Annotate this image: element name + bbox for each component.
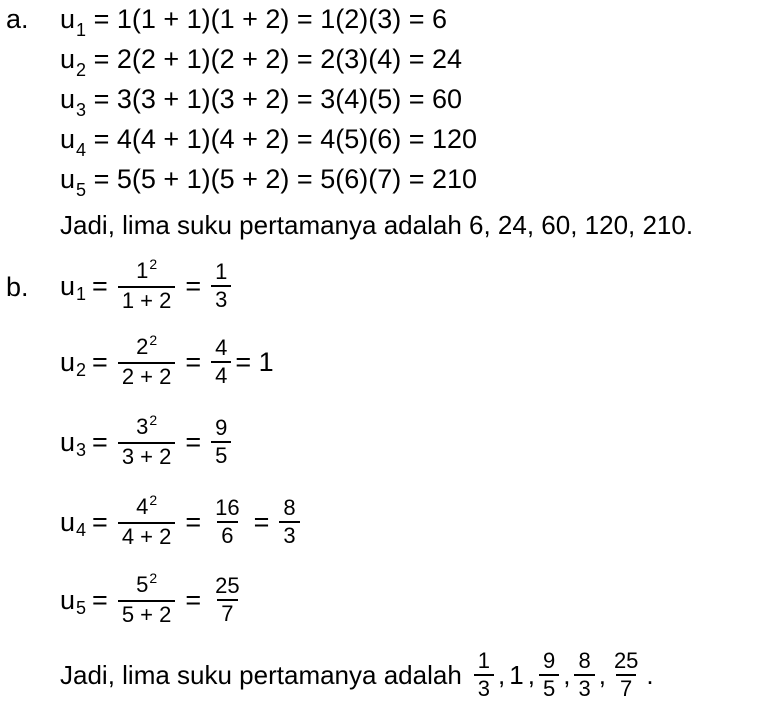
part-a-line-3	[60, 84, 463, 120]
exponent: 2	[149, 570, 158, 586]
term-index: 3	[76, 439, 87, 460]
term-variable: u	[60, 426, 76, 457]
base: 1	[136, 258, 149, 283]
fraction-numerator: 16	[215, 495, 240, 520]
fraction-denominator: 1 + 2	[118, 286, 176, 314]
conclusion-text: Jadi, lima suku pertamanya adalah	[60, 659, 462, 690]
fraction-numerator	[132, 258, 161, 286]
part-a-conclusion: Jadi, lima suku pertamanya adalah 6, 24, 60, 120, 210.	[60, 210, 694, 240]
fraction	[211, 495, 243, 549]
term-index: 2	[76, 60, 87, 80]
exponent: 2	[149, 332, 158, 348]
equals-sign: =	[92, 584, 108, 615]
fraction-denominator: 4	[211, 361, 231, 389]
term-variable: u	[60, 584, 76, 615]
base: 5	[136, 572, 149, 597]
fraction-numerator: 8	[578, 648, 591, 673]
equals-sign: =	[185, 346, 202, 377]
term-index: 5	[76, 180, 87, 200]
fraction	[211, 573, 243, 627]
term-variable: u	[60, 270, 76, 301]
fraction-denominator: 6	[217, 521, 237, 549]
equals-sign: =	[253, 506, 270, 537]
equals-sign: =	[185, 426, 202, 457]
fraction-denominator: 5	[539, 674, 559, 702]
fraction	[574, 648, 594, 702]
term-expression: = 5(5 + 1)(5 + 2) = 5(6)(7) = 210	[93, 164, 478, 194]
separator: ,	[527, 659, 535, 690]
separator: .	[646, 659, 654, 690]
term-index: 4	[76, 140, 87, 160]
fraction	[211, 259, 231, 313]
term-index: 5	[76, 597, 87, 618]
fraction	[279, 495, 299, 549]
separator: ,	[598, 659, 606, 690]
term-index: 3	[76, 100, 87, 120]
term-index: 2	[76, 359, 87, 380]
exponent: 2	[149, 256, 158, 272]
equals-sign: =	[92, 426, 108, 457]
part-a-marker: a.	[6, 4, 29, 34]
fraction-denominator: 3 + 2	[118, 442, 176, 470]
exponent: 2	[149, 492, 158, 508]
fraction-numerator	[132, 414, 161, 442]
fraction	[474, 648, 494, 702]
term-variable: u	[60, 346, 76, 377]
term-variable: u	[60, 124, 76, 154]
fraction	[118, 494, 176, 550]
base: 3	[136, 414, 149, 439]
fraction	[118, 572, 176, 628]
term-index: 1	[76, 20, 87, 40]
fraction	[118, 334, 176, 390]
fraction-denominator: 7	[616, 674, 636, 702]
fraction	[539, 648, 559, 702]
term-index: 1	[76, 283, 87, 304]
term-expression: = 4(4 + 1)(4 + 2) = 4(5)(6) = 120	[93, 124, 478, 154]
fraction-denominator: 2 + 2	[118, 362, 176, 390]
equals-sign: =	[92, 506, 108, 537]
part-a-line-4	[60, 124, 478, 160]
part-b-marker: b.	[6, 272, 29, 302]
plain-term: 1	[509, 659, 524, 690]
fraction-numerator: 9	[542, 648, 556, 673]
term-expression: = 2(2 + 1)(2 + 2) = 2(3)(4) = 24	[93, 44, 463, 74]
part-a-line-2	[60, 44, 463, 80]
term-variable: u	[60, 164, 76, 194]
part-b-line-3	[60, 414, 235, 470]
fraction-numerator	[132, 334, 161, 362]
base: 2	[136, 334, 149, 359]
exponent: 2	[149, 412, 158, 428]
fraction-numerator	[132, 494, 161, 522]
fraction-numerator: 9	[215, 415, 228, 440]
part-a-line-1	[60, 4, 447, 40]
fraction-denominator: 3	[279, 521, 299, 549]
base: 4	[136, 494, 149, 519]
fraction	[118, 258, 176, 314]
separator: ,	[563, 659, 571, 690]
part-a-line-5	[60, 164, 478, 200]
part-b-line-2	[60, 334, 274, 390]
fraction-numerator: 25	[215, 573, 240, 598]
fraction-numerator: 1	[477, 648, 491, 673]
equals-sign: =	[92, 270, 108, 301]
fraction	[211, 415, 231, 469]
term-expression: = 3(3 + 1)(3 + 2) = 3(4)(5) = 60	[93, 84, 463, 114]
fraction-denominator: 3	[574, 674, 594, 702]
fraction	[118, 414, 176, 470]
fraction-numerator: 1	[215, 259, 228, 284]
part-b-line-4	[60, 494, 304, 550]
fraction-denominator: 5	[211, 441, 231, 469]
fraction-denominator: 3	[211, 285, 231, 313]
term-variable: u	[60, 506, 76, 537]
equals-sign: =	[92, 346, 108, 377]
equals-sign: =	[185, 270, 202, 301]
term-variable: u	[60, 84, 76, 114]
equals-sign: =	[185, 506, 202, 537]
term-expression: = 1(1 + 1)(1 + 2) = 1(2)(3) = 6	[93, 4, 447, 34]
term-variable: u	[60, 4, 76, 34]
fraction-numerator: 25	[613, 648, 639, 673]
term-variable: u	[60, 44, 76, 74]
part-b-conclusion	[60, 648, 654, 702]
fraction-numerator: 4	[215, 335, 228, 360]
fraction-denominator: 3	[474, 674, 494, 702]
result-value: = 1	[235, 346, 274, 377]
separator: ,	[498, 659, 506, 690]
fraction-numerator	[132, 572, 161, 600]
fraction-denominator: 7	[217, 599, 237, 627]
fraction-denominator: 5 + 2	[118, 600, 176, 628]
part-b-line-5	[60, 572, 248, 628]
fraction-numerator: 8	[283, 495, 296, 520]
fraction-denominator: 4 + 2	[118, 522, 176, 550]
equals-sign: =	[185, 584, 202, 615]
term-index: 4	[76, 519, 87, 540]
fraction	[610, 648, 642, 702]
fraction	[211, 335, 231, 389]
part-b-line-1	[60, 258, 235, 314]
